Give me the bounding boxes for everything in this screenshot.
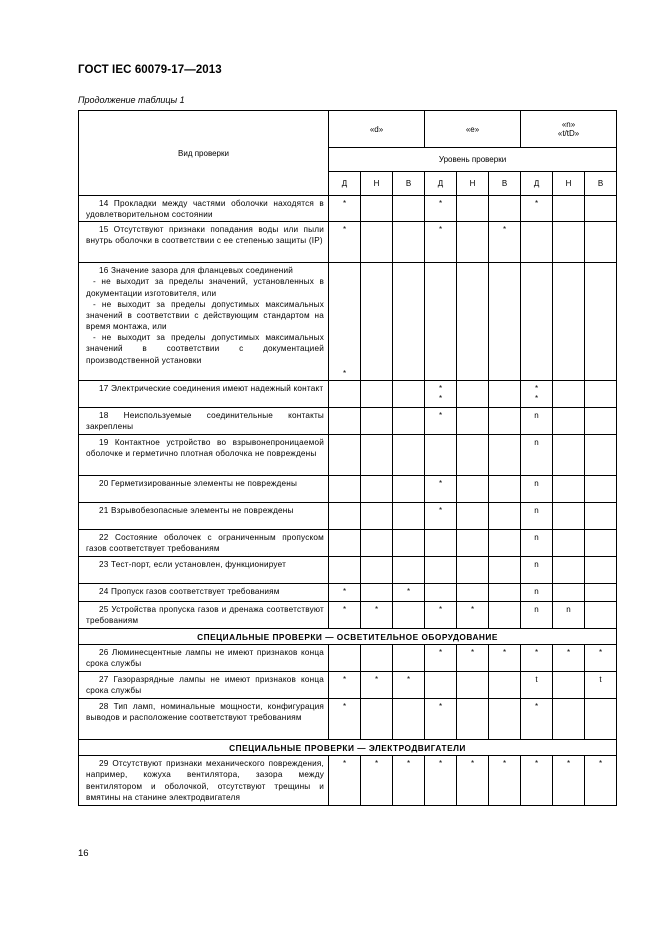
level-mark-cell — [393, 435, 425, 476]
description-paragraph: 17 Электрические соединения имеют надежный контакт — [99, 384, 324, 394]
level-mark-cell — [585, 602, 617, 629]
level-mark-cell — [457, 222, 489, 263]
level-mark-cell — [489, 699, 521, 740]
level-mark-cell — [553, 263, 585, 381]
description-paragraph: - не выходит за пределы допустимых максимальных значений в соответствии с действующим стандартом на время монтажа, или — [86, 299, 324, 332]
level-mark-cell: * * — [425, 381, 457, 408]
description-paragraph: 16 Значение зазора для фланцевых соединений — [99, 266, 294, 276]
level-mark-cell — [489, 557, 521, 584]
description-paragraph: 19 Контактное устройство во взрывонепроницаемой оболочке и герметично плотная оболочка не повреждены — [86, 438, 324, 459]
table-row — [79, 530, 617, 557]
level-mark-cell: n — [521, 435, 553, 476]
level-mark-cell — [553, 530, 585, 557]
level-mark-cell — [425, 530, 457, 557]
inspection-description — [79, 263, 329, 381]
inspection-level-header: Уровень проверки — [329, 148, 617, 172]
inspection-description — [79, 435, 329, 476]
inspection-table — [78, 110, 617, 806]
table-row — [79, 196, 617, 222]
group-header-n — [521, 111, 617, 148]
level-mark-cell — [553, 503, 585, 530]
level-mark-cell — [393, 602, 425, 629]
level-mark-cell — [425, 435, 457, 476]
level-header-cell: Д — [329, 172, 361, 196]
description-paragraph: 25 Устройства пропуска газов и дренажа соответствуют требованиям — [86, 605, 324, 626]
description-paragraph: 29 Отсутствуют признаки механического повреждения, например, кожуха вентилятора, зазора между вентилятором и оболочкой, отсутствуют трещины и вмятины на станине электродвигателя — [86, 759, 324, 802]
level-mark-cell: * — [425, 645, 457, 672]
level-mark-cell — [585, 435, 617, 476]
level-mark-cell: * — [425, 756, 457, 806]
level-mark-cell: * — [489, 222, 521, 263]
level-mark-cell: n — [521, 503, 553, 530]
level-mark-cell: * — [521, 645, 553, 672]
level-mark-cell — [553, 699, 585, 740]
description-paragraph: 24 Пропуск газов соответствует требованиям — [99, 587, 280, 597]
level-mark-cell: n — [521, 602, 553, 629]
description-paragraph: 23 Тест-порт, если установлен, функционирует — [99, 560, 287, 570]
level-mark-cell: * — [361, 602, 393, 629]
level-mark-cell — [585, 584, 617, 602]
level-mark-cell: * — [425, 699, 457, 740]
level-mark-cell — [553, 381, 585, 408]
section-row — [79, 740, 617, 756]
level-header-cell: Н — [457, 172, 489, 196]
level-mark-cell — [553, 672, 585, 699]
level-mark-cell — [553, 476, 585, 503]
level-mark-cell: * * — [521, 381, 553, 408]
level-mark-cell — [361, 476, 393, 503]
level-mark-cell — [457, 263, 489, 381]
level-mark-cell — [361, 435, 393, 476]
level-mark-cell — [585, 476, 617, 503]
table-row — [79, 263, 617, 381]
level-mark-cell: n — [521, 530, 553, 557]
level-mark-cell: * — [425, 476, 457, 503]
level-mark-cell — [457, 503, 489, 530]
table-row — [79, 476, 617, 503]
level-mark-cell — [521, 222, 553, 263]
level-mark-cell — [553, 584, 585, 602]
table-row — [79, 381, 617, 408]
level-mark-cell — [489, 476, 521, 503]
level-mark-cell — [585, 196, 617, 222]
level-mark-cell — [329, 476, 361, 503]
level-mark-cell — [361, 699, 393, 740]
table-row — [79, 503, 617, 530]
description-paragraph: - не выходит за пределы допустимых максимальных значений в соответствии с документацией производственной установки — [86, 333, 324, 365]
level-mark-cell: * — [457, 756, 489, 806]
level-mark-cell — [489, 381, 521, 408]
level-mark-cell — [393, 381, 425, 408]
level-mark-cell: * — [393, 584, 425, 602]
inspection-description — [79, 557, 329, 584]
level-mark-cell — [361, 381, 393, 408]
level-mark-cell — [425, 557, 457, 584]
level-mark-cell: * — [425, 503, 457, 530]
level-mark-cell — [457, 476, 489, 503]
level-mark-cell — [585, 557, 617, 584]
description-paragraph: 28 Тип ламп, номинальные мощности, конфигурация выводов и расположение соответствуют требованиям — [86, 702, 324, 723]
level-mark-cell — [393, 699, 425, 740]
level-mark-cell: * — [329, 584, 361, 602]
level-mark-cell: * — [489, 756, 521, 806]
table-row — [79, 672, 617, 699]
level-mark-cell — [361, 584, 393, 602]
group-header-d: «d» — [329, 111, 425, 148]
level-mark-cell — [553, 435, 585, 476]
level-mark-cell — [329, 381, 361, 408]
table-row — [79, 584, 617, 602]
inspection-description — [79, 503, 329, 530]
level-mark-cell — [361, 557, 393, 584]
level-mark-cell — [585, 381, 617, 408]
level-mark-cell — [521, 263, 553, 381]
level-mark-cell: * — [329, 672, 361, 699]
level-mark-cell: * — [361, 672, 393, 699]
level-mark-cell: n — [521, 476, 553, 503]
table-row — [79, 602, 617, 629]
level-mark-cell — [361, 263, 393, 381]
level-mark-cell: * — [425, 196, 457, 222]
level-mark-cell: * — [585, 645, 617, 672]
inspection-description — [79, 476, 329, 503]
group-header-n-line2: «t/tD» — [557, 129, 580, 138]
level-mark-cell: * — [553, 756, 585, 806]
level-mark-cell: * — [425, 408, 457, 435]
inspection-description — [79, 699, 329, 740]
description-paragraph: 14 Прокладки между частями оболочки находятся в удовлетворительном состоянии — [86, 199, 324, 220]
description-paragraph: 21 Взрывобезопасные элементы не повреждены — [99, 506, 294, 516]
level-mark-cell: t — [521, 672, 553, 699]
level-mark-cell — [553, 557, 585, 584]
table-row — [79, 699, 617, 740]
level-mark-cell — [489, 503, 521, 530]
level-mark-cell — [393, 557, 425, 584]
level-mark-cell — [489, 435, 521, 476]
inspection-description — [79, 672, 329, 699]
column-header-inspection-type: Вид проверки — [79, 111, 329, 196]
level-mark-cell — [393, 408, 425, 435]
level-mark-cell — [393, 645, 425, 672]
level-mark-cell — [585, 503, 617, 530]
level-mark-cell: * — [457, 602, 489, 629]
level-header-cell: В — [489, 172, 521, 196]
level-mark-cell — [329, 557, 361, 584]
inspection-description — [79, 408, 329, 435]
level-header-cell: Н — [361, 172, 393, 196]
level-mark-cell — [585, 699, 617, 740]
table-row — [79, 756, 617, 806]
level-header-cell: В — [585, 172, 617, 196]
level-mark-cell: * — [329, 222, 361, 263]
level-mark-cell — [457, 408, 489, 435]
level-mark-cell — [457, 381, 489, 408]
table-row — [79, 557, 617, 584]
level-mark-cell: * — [361, 756, 393, 806]
level-mark-cell: * — [425, 222, 457, 263]
level-mark-cell — [489, 602, 521, 629]
level-mark-cell — [553, 408, 585, 435]
description-paragraph: 15 Отсутствуют признаки попадания воды или пыли внутрь оболочки в соответствии с ее степенью защиты (IP) — [86, 225, 324, 246]
level-mark-cell — [329, 530, 361, 557]
level-mark-cell — [457, 557, 489, 584]
level-mark-cell — [425, 584, 457, 602]
level-mark-cell: n — [521, 408, 553, 435]
level-mark-cell — [489, 196, 521, 222]
level-mark-cell: n — [521, 584, 553, 602]
level-mark-cell — [425, 672, 457, 699]
table-row — [79, 435, 617, 476]
table-row — [79, 222, 617, 263]
level-mark-cell: * — [393, 756, 425, 806]
table-continuation-caption: Продолжение таблицы 1 — [78, 95, 185, 105]
level-mark-cell — [585, 408, 617, 435]
level-mark-cell: * — [329, 756, 361, 806]
level-mark-cell — [489, 408, 521, 435]
inspection-description — [79, 381, 329, 408]
level-mark-cell — [361, 645, 393, 672]
group-header-n-line1: «n» — [561, 120, 576, 129]
inspection-description — [79, 530, 329, 557]
inspection-description — [79, 756, 329, 806]
inspection-description — [79, 222, 329, 263]
level-mark-cell — [329, 503, 361, 530]
level-mark-cell: * — [329, 263, 361, 381]
group-header-e: «e» — [425, 111, 521, 148]
inspection-description — [79, 584, 329, 602]
description-paragraph: 18 Неиспользуемые соединительные контакты закреплены — [86, 411, 324, 432]
level-header-cell: Д — [425, 172, 457, 196]
level-mark-cell — [457, 672, 489, 699]
level-mark-cell — [393, 503, 425, 530]
level-mark-cell: * — [585, 756, 617, 806]
level-mark-cell — [457, 196, 489, 222]
level-mark-cell: * — [553, 645, 585, 672]
level-mark-cell — [489, 530, 521, 557]
level-mark-cell: * — [521, 196, 553, 222]
level-mark-cell — [361, 222, 393, 263]
level-mark-cell — [393, 263, 425, 381]
level-mark-cell: n — [521, 557, 553, 584]
level-mark-cell — [329, 408, 361, 435]
level-mark-cell — [361, 196, 393, 222]
level-mark-cell: * — [521, 699, 553, 740]
inspection-description — [79, 645, 329, 672]
level-mark-cell — [489, 584, 521, 602]
level-mark-cell — [553, 222, 585, 263]
page-number: 16 — [78, 848, 89, 859]
level-mark-cell — [361, 503, 393, 530]
level-mark-cell: * — [329, 699, 361, 740]
level-mark-cell — [329, 435, 361, 476]
description-paragraph: - не выходит за пределы значений, установленных в документации изготовителя, или — [86, 277, 324, 298]
level-mark-cell — [489, 263, 521, 381]
table-row — [79, 408, 617, 435]
table-row — [79, 645, 617, 672]
description-paragraph: 26 Люминесцентные лампы не имеют признаков конца срока службы — [86, 648, 324, 669]
level-mark-cell: * — [329, 196, 361, 222]
level-mark-cell — [585, 222, 617, 263]
level-mark-cell — [457, 435, 489, 476]
level-mark-cell — [393, 530, 425, 557]
level-mark-cell — [393, 196, 425, 222]
description-paragraph: 20 Герметизированные элементы не повреждены — [99, 479, 298, 489]
level-mark-cell — [329, 645, 361, 672]
level-header-cell: Д — [521, 172, 553, 196]
level-mark-cell — [393, 476, 425, 503]
level-mark-cell — [553, 196, 585, 222]
level-mark-cell: t — [585, 672, 617, 699]
inspection-description — [79, 602, 329, 629]
section-heading: СПЕЦИАЛЬНЫЕ ПРОВЕРКИ — ОСВЕТИТЕЛЬНОЕ ОБОРУДОВАНИЕ — [79, 629, 617, 645]
document-header: ГОСТ IEC 60079-17—2013 — [78, 64, 222, 76]
level-mark-cell — [393, 222, 425, 263]
level-mark-cell — [457, 530, 489, 557]
level-mark-cell — [361, 530, 393, 557]
level-mark-cell — [489, 672, 521, 699]
level-mark-cell — [425, 263, 457, 381]
level-mark-cell: * — [329, 602, 361, 629]
level-mark-cell: * — [457, 645, 489, 672]
section-row — [79, 629, 617, 645]
description-paragraph: 27 Газоразрядные лампы не имеют признаков конца срока службы — [86, 675, 324, 696]
section-heading: СПЕЦИАЛЬНЫЕ ПРОВЕРКИ — ЭЛЕКТРОДВИГАТЕЛИ — [79, 740, 617, 756]
level-mark-cell — [585, 530, 617, 557]
level-mark-cell: * — [425, 602, 457, 629]
level-mark-cell: * — [489, 645, 521, 672]
description-paragraph: 22 Состояние оболочек с ограниченным пропуском газов соответствует требованиям — [86, 533, 324, 554]
level-mark-cell: * — [521, 756, 553, 806]
level-mark-cell — [361, 408, 393, 435]
level-mark-cell: * — [393, 672, 425, 699]
level-mark-cell: n — [553, 602, 585, 629]
level-header-cell: В — [393, 172, 425, 196]
inspection-description — [79, 196, 329, 222]
level-header-cell: Н — [553, 172, 585, 196]
level-mark-cell — [585, 263, 617, 381]
level-mark-cell — [457, 699, 489, 740]
level-mark-cell — [457, 584, 489, 602]
